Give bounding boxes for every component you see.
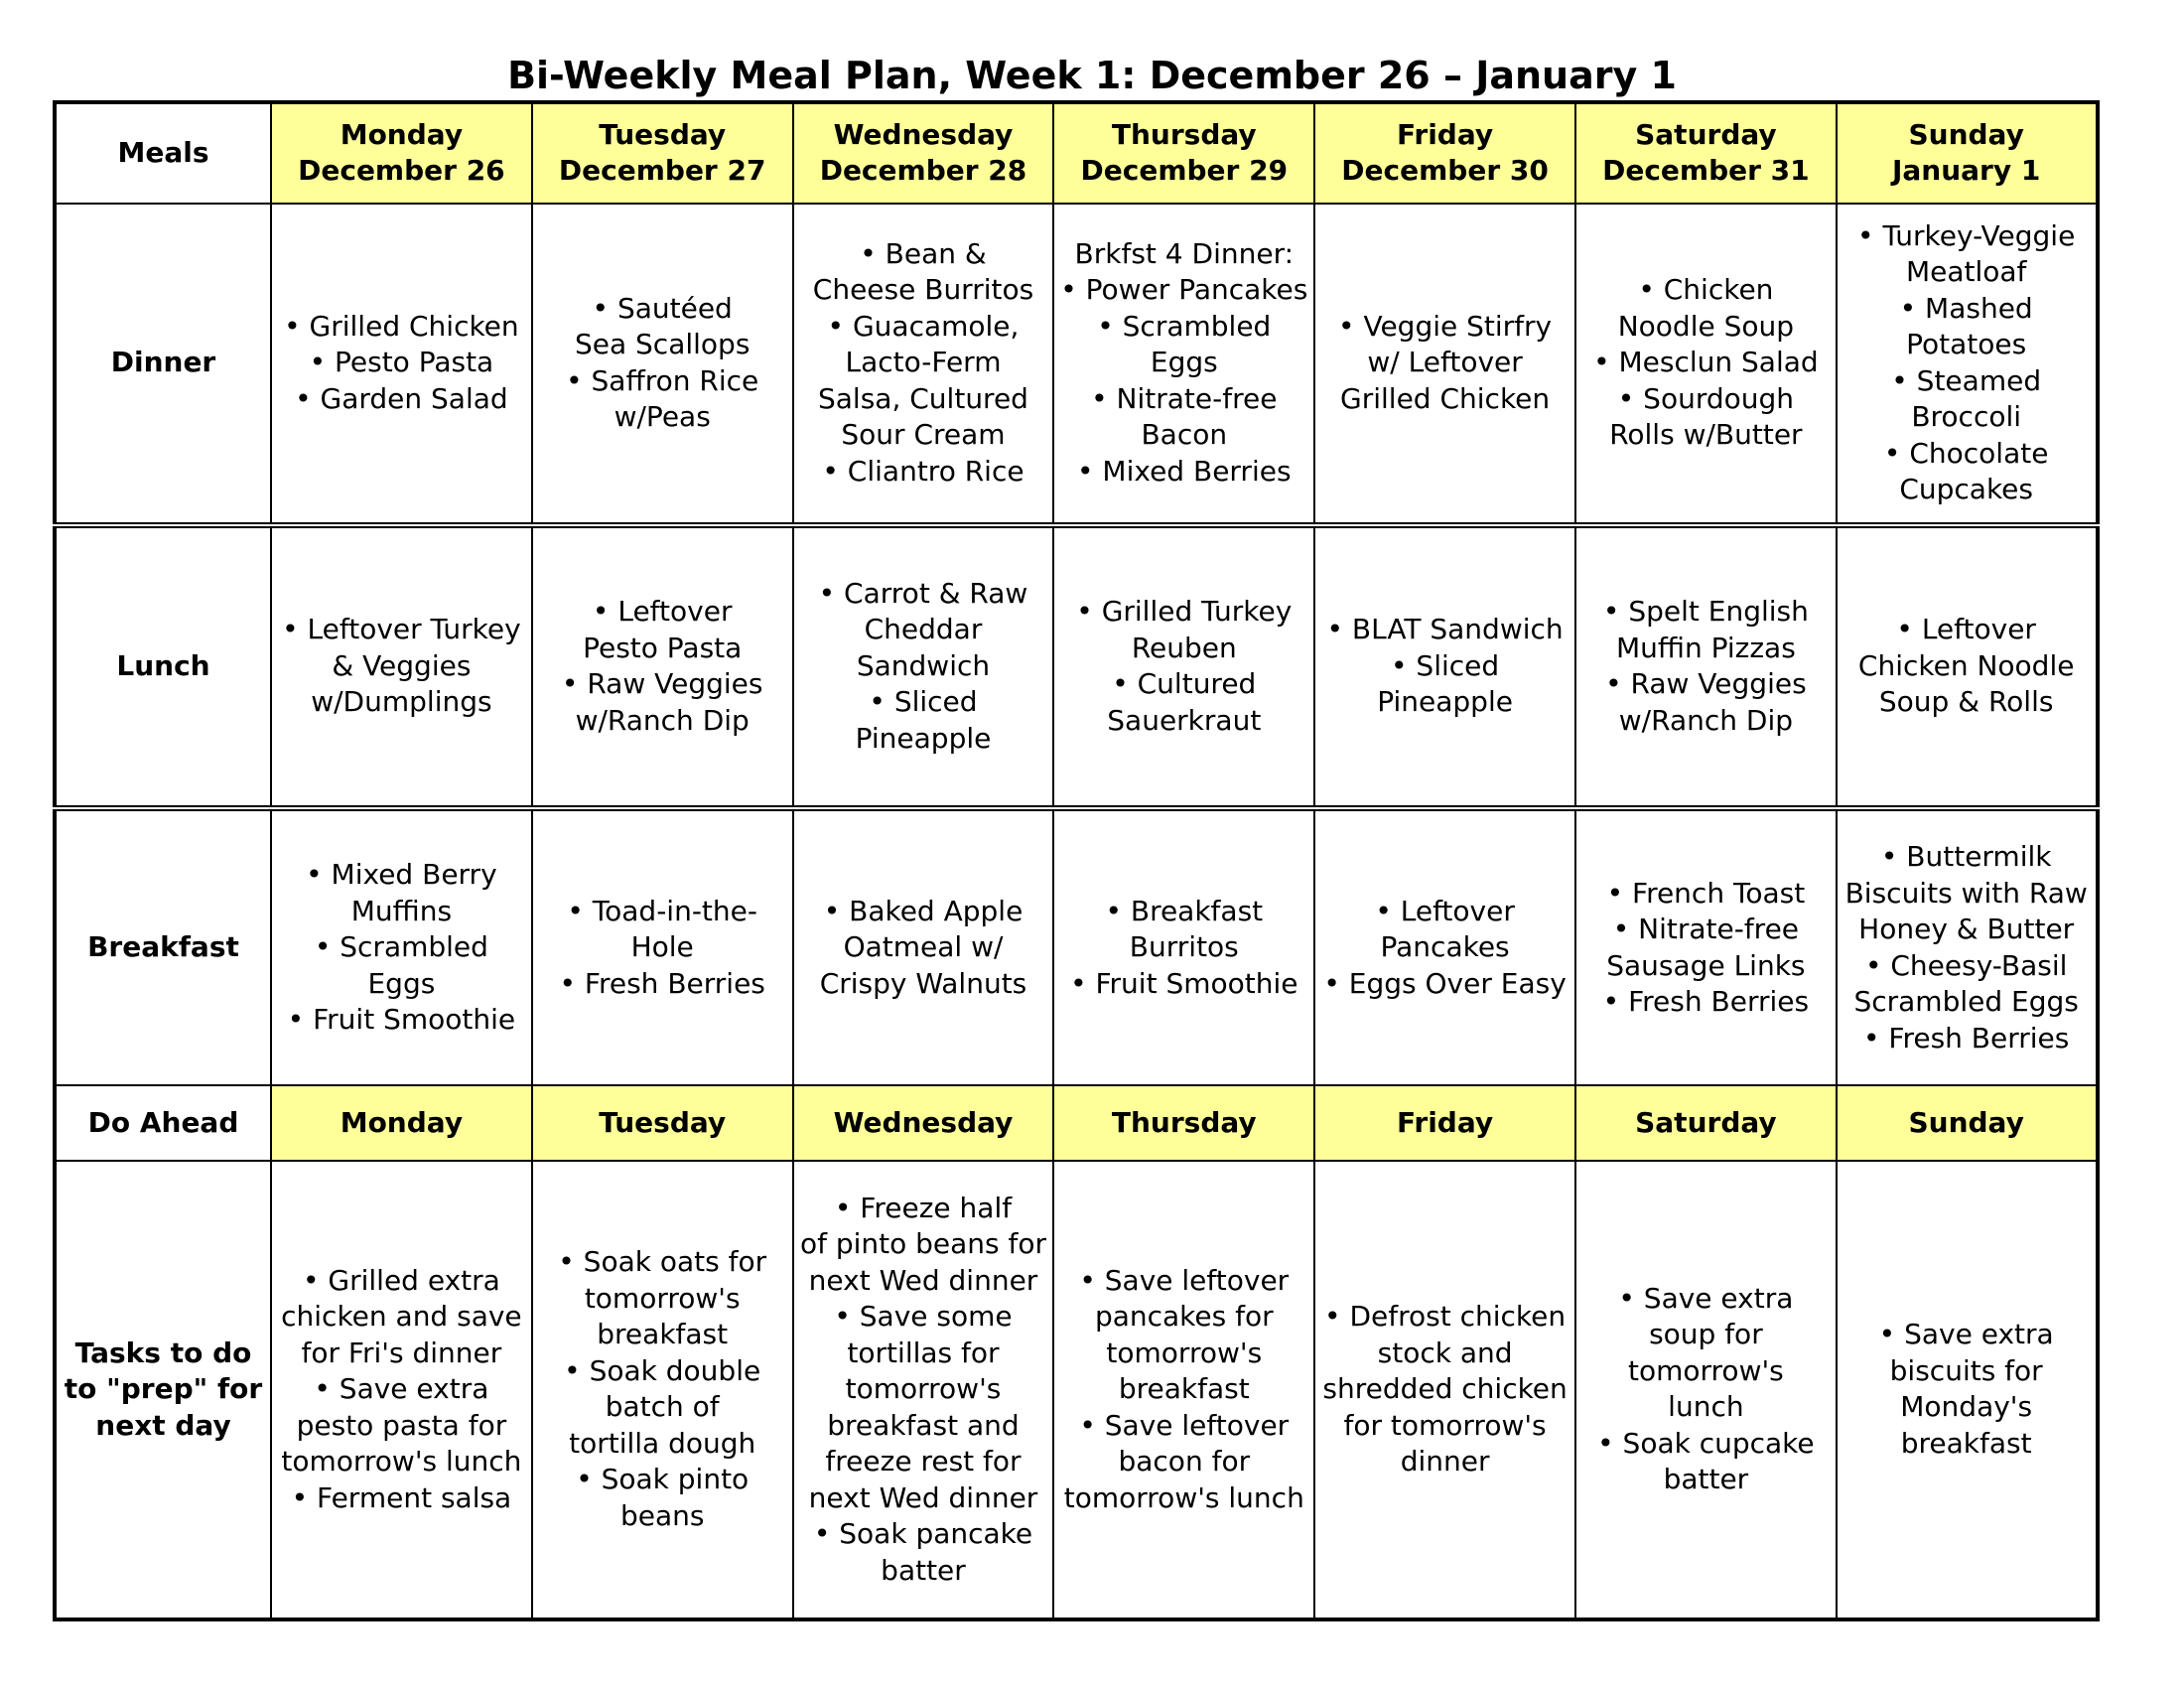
cell-line: dinner <box>1400 1445 1490 1478</box>
cell-line: & Veggies <box>332 648 472 682</box>
do-ahead-row <box>55 1085 2098 1160</box>
cell-line: • Buttermilk <box>1880 840 2052 874</box>
cell-line: • Sourdough <box>1617 381 1795 415</box>
day-header-tuesday <box>532 102 793 204</box>
do-ahead-day-saturday: Saturday <box>1575 1085 1837 1160</box>
cell-line: • Save leftover <box>1079 1263 1290 1297</box>
day-name: Monday <box>340 117 464 151</box>
day-header-saturday <box>1575 102 1837 204</box>
cell-line: • Grilled extra <box>302 1263 500 1297</box>
cell-line: Cheddar <box>864 613 983 646</box>
cell-line: • Save extra <box>314 1372 489 1406</box>
breakfast-cell <box>1053 808 1314 1086</box>
cell-line: • Turkey-Veggie <box>1857 218 2076 252</box>
cell-line: • BLAT Sandwich <box>1326 613 1564 646</box>
cell-line: • Sliced <box>869 685 978 719</box>
breakfast-cell <box>271 808 532 1086</box>
cell-line: w/ Leftover <box>1367 346 1523 379</box>
cell-line: Broccoli <box>1911 400 2022 434</box>
cell-line: Grilled Chicken <box>1340 381 1551 415</box>
cell-line: • Leftover <box>1375 894 1515 927</box>
cell-line: • Chocolate <box>1883 436 2049 470</box>
tasks-cell <box>532 1161 793 1619</box>
day-date: December 27 <box>558 154 766 188</box>
day-header-wednesday <box>793 102 1054 204</box>
cell-line: w/Ranch Dip <box>575 703 750 737</box>
dinner-cell <box>1837 204 2098 525</box>
cell-line: • Raw Veggies <box>1605 667 1807 701</box>
cell-line: • Mesclun Salad <box>1593 346 1819 379</box>
cell-line: Eggs <box>1150 346 1218 379</box>
breakfast-cell <box>1314 808 1575 1086</box>
cell-line: • Freeze half <box>834 1191 1013 1224</box>
cell-line: • Leftover <box>1896 613 2036 646</box>
cell-line: • Guacamole, <box>827 309 1020 343</box>
cell-line: Crispy Walnuts <box>819 966 1027 1000</box>
breakfast-cell <box>532 808 793 1086</box>
cell-line: • Fruit Smoothie <box>1070 966 1298 1000</box>
cell-line: Hole <box>630 930 694 964</box>
cell-line: batter <box>881 1553 966 1587</box>
cell-line: Pineapple <box>855 721 992 755</box>
cell-line: Pineapple <box>1377 685 1513 719</box>
cell-line: Soup & Rolls <box>1878 685 2054 719</box>
cell-line: Lacto-Ferm <box>845 346 1002 379</box>
cell-line: • Steamed <box>1891 363 2042 397</box>
cell-line: • Chicken <box>1638 273 1774 307</box>
cell-line: w/Ranch Dip <box>1618 703 1793 737</box>
breakfast-cell <box>1837 808 2098 1086</box>
tasks-cell <box>1053 1161 1314 1619</box>
cell-line: Sausage Links <box>1606 948 1806 982</box>
breakfast-cell <box>1575 808 1837 1086</box>
cell-line: breakfast <box>1900 1426 2032 1460</box>
lunch-cell <box>1837 525 2098 808</box>
cell-line: tomorrow's lunch <box>1063 1480 1304 1514</box>
dinner-cell <box>271 204 532 525</box>
cell-line: of pinto beans for <box>799 1227 1047 1261</box>
lunch-cell <box>271 525 532 808</box>
cell-line: Pesto Pasta <box>583 631 743 664</box>
meals-header-cell <box>55 102 271 204</box>
cell-line: Salsa, Cultured <box>818 381 1028 415</box>
dinner-cell <box>532 204 793 525</box>
cell-line: for tomorrow's <box>1343 1408 1547 1442</box>
cell-line: tomorrow's <box>1106 1336 1263 1369</box>
cell-line: w/Dumplings <box>311 685 492 719</box>
cell-line: • Toad-in-the- <box>567 894 757 927</box>
cell-line: next Wed dinner <box>808 1263 1038 1297</box>
dinner-row <box>55 204 2098 525</box>
tasks-cell <box>1837 1161 2098 1619</box>
day-name: Sunday <box>1908 117 2024 151</box>
dinner-label: Dinner <box>55 204 271 525</box>
tasks-label <box>55 1161 271 1619</box>
cell-line: chicken and save <box>281 1300 522 1334</box>
cell-line: • Cultured <box>1112 667 1257 701</box>
cell-line: Pancakes <box>1380 930 1510 964</box>
cell-line: batch of <box>605 1390 720 1424</box>
cell-line: Rolls w/Butter <box>1609 418 1803 452</box>
cell-line: for Fri's dinner <box>301 1336 502 1369</box>
cell-line: Meatloaf <box>1905 255 2027 289</box>
tasks-cell <box>793 1161 1054 1619</box>
dinner-cell <box>793 204 1054 525</box>
cell-line: • Save extra <box>1618 1281 1794 1315</box>
cell-line: pesto pasta for <box>296 1408 507 1442</box>
cell-line: to "prep" for <box>64 1372 263 1406</box>
cell-line: • Soak pancake <box>813 1517 1033 1551</box>
cell-line: • Soak oats for <box>558 1245 767 1279</box>
cell-line: Muffin Pizzas <box>1615 631 1796 664</box>
dinner-cell <box>1314 204 1575 525</box>
do-ahead-day-sunday: Sunday <box>1837 1085 2098 1160</box>
day-header-monday <box>271 102 532 204</box>
cell-line: next Wed dinner <box>808 1480 1038 1514</box>
tasks-cell <box>1314 1161 1575 1619</box>
day-date: December 28 <box>819 154 1027 188</box>
cell-line: • French Toast <box>1606 876 1806 910</box>
breakfast-row <box>55 808 2098 1086</box>
cell-line: Sauerkraut <box>1107 703 1262 737</box>
do-ahead-day-monday: Monday <box>271 1085 532 1160</box>
cell-line: Tasks to do <box>74 1336 252 1369</box>
cell-line: Sandwich <box>856 648 991 682</box>
cell-line: • Mixed Berries <box>1077 454 1292 488</box>
breakfast-label: Breakfast <box>55 808 271 1086</box>
cell-line: Bacon <box>1141 418 1228 452</box>
lunch-cell <box>532 525 793 808</box>
cell-line: • Cliantro Rice <box>822 454 1024 488</box>
cell-line: Eggs <box>367 966 436 1000</box>
cell-line: • Soak cupcake <box>1597 1426 1815 1460</box>
cell-line: • Bean & <box>860 236 987 270</box>
do-ahead-label: Do Ahead <box>55 1085 271 1160</box>
lunch-cell <box>1053 525 1314 808</box>
cell-line: tomorrow's lunch <box>281 1445 522 1478</box>
cell-line: biscuits for <box>1889 1353 2043 1387</box>
cell-line: • Raw Veggies <box>561 667 763 701</box>
cell-line: • Nitrate-free <box>1091 381 1278 415</box>
cell-line: • Soak pinto <box>576 1463 750 1496</box>
lunch-cell <box>793 525 1054 808</box>
cell-line: soup for <box>1649 1318 1763 1351</box>
cell-line: Scrambled Eggs <box>1853 985 2079 1019</box>
do-ahead-day-wednesday: Wednesday <box>793 1085 1054 1160</box>
day-name: Tuesday <box>599 117 727 151</box>
cell-line: Monday's <box>1900 1390 2033 1424</box>
cell-line: • Scrambled <box>1097 309 1272 343</box>
do-ahead-day-thursday: Thursday <box>1053 1085 1314 1160</box>
cell-line: • Defrost chicken <box>1324 1300 1567 1334</box>
cell-line: freeze rest for <box>825 1445 1022 1478</box>
day-date: December 29 <box>1080 154 1289 188</box>
day-header-sunday <box>1837 102 2098 204</box>
breakfast-cell <box>793 808 1054 1086</box>
cell-line: • Saffron Rice <box>566 363 759 397</box>
cell-line: Honey & Butter <box>1858 913 2075 946</box>
cell-line: tomorrow's <box>845 1372 1002 1406</box>
tasks-row <box>55 1161 2098 1619</box>
cell-line: stock and <box>1377 1336 1513 1369</box>
day-name: Wednesday <box>833 117 1014 151</box>
cell-line: • Save some <box>834 1300 1013 1334</box>
cell-line: Reuben <box>1131 631 1237 664</box>
lunch-cell <box>1314 525 1575 808</box>
meal-plan-table <box>53 100 2100 1621</box>
cell-line: breakfast and <box>827 1408 1020 1442</box>
cell-line: • Baked Apple <box>823 894 1024 927</box>
cell-line: pancakes for <box>1094 1300 1274 1334</box>
cell-line: next day <box>95 1408 231 1442</box>
cell-line: • Eggs Over Easy <box>1323 966 1567 1000</box>
cell-line: beans <box>619 1498 705 1532</box>
cell-line: • Fruit Smoothie <box>287 1003 516 1037</box>
meals-label: Meals <box>117 136 209 170</box>
cell-line: Noodle Soup <box>1617 309 1795 343</box>
cell-line: • Mashed <box>1899 291 2033 325</box>
cell-line: • Pesto Pasta <box>309 346 494 379</box>
cell-line: Oatmeal w/ <box>843 930 1004 964</box>
day-name: Saturday <box>1635 117 1777 151</box>
cell-line: Cheese Burritos <box>812 273 1034 307</box>
day-date: December 30 <box>1341 154 1549 188</box>
lunch-label: Lunch <box>55 525 271 808</box>
tasks-cell <box>1575 1161 1837 1619</box>
cell-line: • Save leftover <box>1079 1408 1290 1442</box>
cell-line: • Fresh Berries <box>559 966 765 1000</box>
cell-line: • Garden Salad <box>295 381 508 415</box>
cell-line: Burritos <box>1129 930 1239 964</box>
dinner-cell <box>1575 204 1837 525</box>
day-header-thursday <box>1053 102 1314 204</box>
day-name: Thursday <box>1111 117 1257 151</box>
cell-line: Chicken Noodle <box>1857 648 2075 682</box>
lunch-row <box>55 525 2098 808</box>
cell-line: • Veggie Stirfry <box>1338 309 1553 343</box>
cell-line: • Leftover Turkey <box>282 613 521 646</box>
cell-line: tomorrow's <box>584 1281 741 1315</box>
cell-line: • Cheesy-Basil <box>1864 948 2068 982</box>
cell-line: breakfast <box>597 1318 729 1351</box>
day-date: December 26 <box>298 154 505 188</box>
cell-line: tomorrow's <box>1628 1353 1784 1387</box>
cell-line: breakfast <box>1118 1372 1250 1406</box>
cell-line: Biscuits with Raw <box>1844 876 2088 910</box>
cell-line: Cupcakes <box>1899 473 2033 506</box>
cell-line: Muffins <box>350 894 453 927</box>
cell-line: • Power Pancakes <box>1060 273 1308 307</box>
cell-line: • Leftover <box>592 595 733 629</box>
cell-line: • Soak double <box>564 1353 761 1387</box>
cell-line: • Carrot & Raw <box>818 576 1028 610</box>
header-row <box>55 102 2098 204</box>
cell-line: • Fresh Berries <box>1862 1021 2070 1055</box>
cell-line: • Fresh Berries <box>1602 985 1810 1019</box>
lunch-cell <box>1575 525 1837 808</box>
day-date: December 31 <box>1602 154 1810 188</box>
day-name: Friday <box>1397 117 1494 151</box>
cell-line: • Grilled Chicken <box>284 309 519 343</box>
cell-line: • Mixed Berry <box>306 858 497 892</box>
cell-line: w/Peas <box>614 400 711 434</box>
cell-line: tortilla dough <box>569 1426 756 1460</box>
dinner-cell <box>1053 204 1314 525</box>
cell-line: batter <box>1663 1463 1749 1496</box>
day-date: January 1 <box>1891 154 2041 188</box>
cell-line: bacon for <box>1118 1445 1251 1478</box>
cell-line: • Sautéed <box>592 291 733 325</box>
cell-line: • Nitrate-free <box>1612 913 1800 946</box>
cell-line: lunch <box>1668 1390 1744 1424</box>
page-title: Bi-Weekly Meal Plan, Week 1: December 26 – January 1 <box>507 54 1677 97</box>
cell-line: • Save extra <box>1878 1318 2054 1351</box>
day-header-friday <box>1314 102 1575 204</box>
cell-line: Potatoes <box>1906 328 2027 361</box>
cell-line: Brkfst 4 Dinner: <box>1074 236 1295 270</box>
cell-line: • Ferment salsa <box>291 1480 512 1514</box>
cell-line: shredded chicken <box>1322 1372 1568 1406</box>
cell-line: • Sliced <box>1391 648 1500 682</box>
do-ahead-day-friday: Friday <box>1314 1085 1575 1160</box>
cell-line: Sour Cream <box>841 418 1006 452</box>
cell-line: • Grilled Turkey <box>1076 595 1293 629</box>
tasks-cell <box>271 1161 532 1619</box>
cell-line: tortillas for <box>847 1336 1000 1369</box>
cell-line: Sea Scallops <box>574 328 751 361</box>
cell-line: • Scrambled <box>314 930 488 964</box>
do-ahead-day-tuesday: Tuesday <box>532 1085 793 1160</box>
cell-line: • Spelt English <box>1602 595 1809 629</box>
cell-line: • Breakfast <box>1105 894 1264 927</box>
